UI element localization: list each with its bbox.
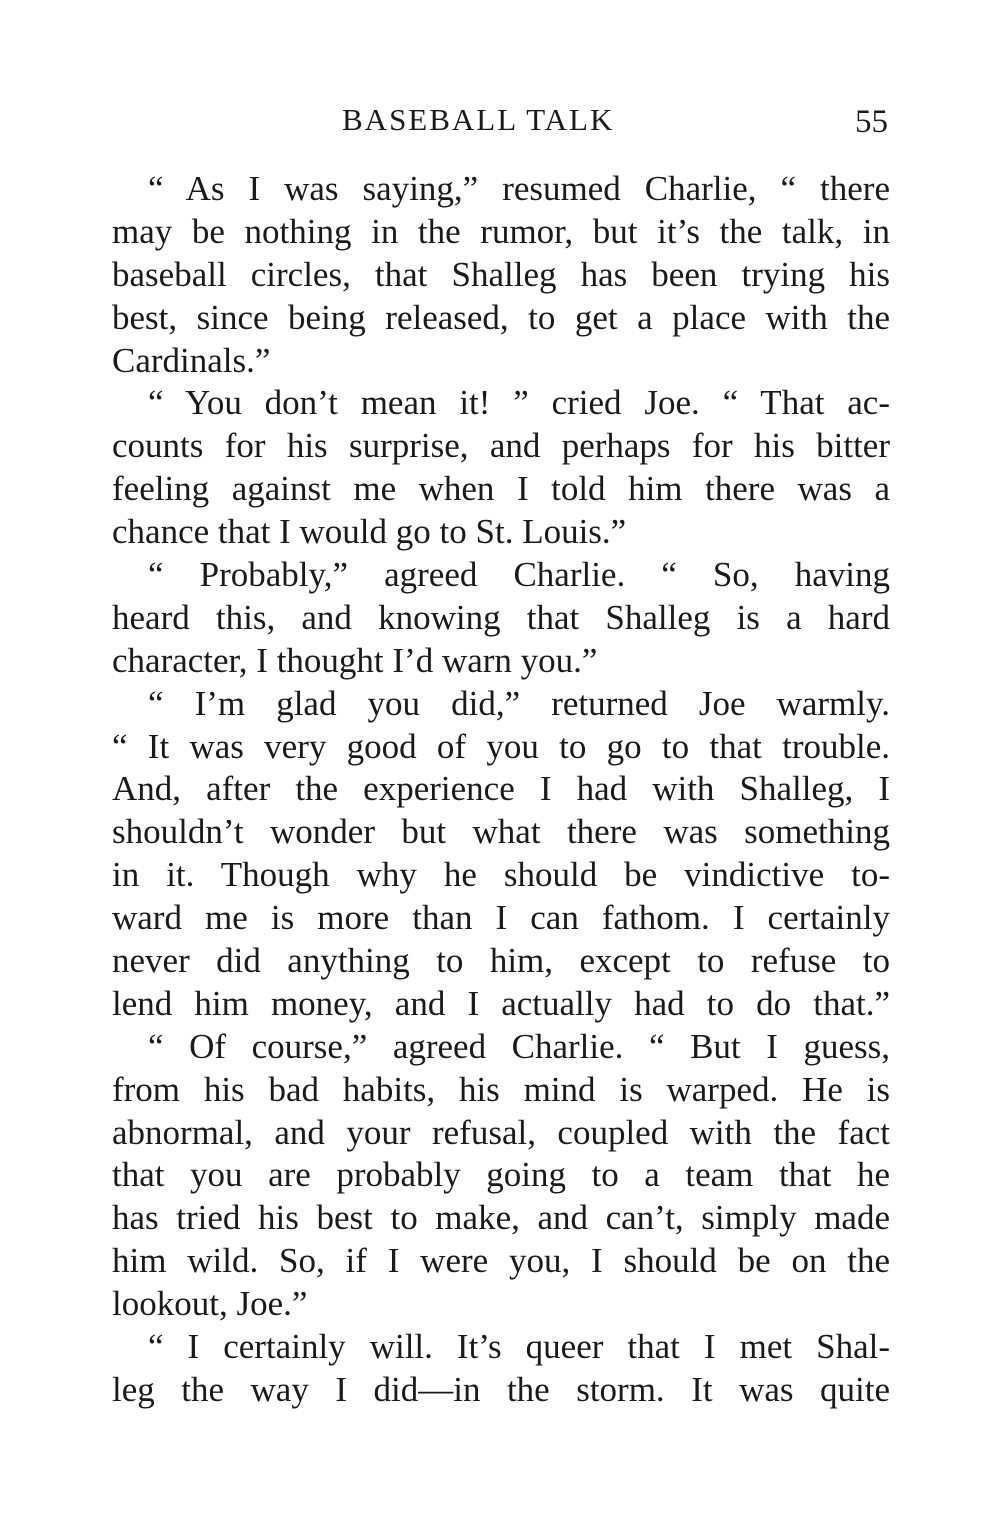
text-line: has tried his best to make, and can’t, simply made xyxy=(112,1198,890,1238)
text-line: Cardinals.” xyxy=(112,340,271,380)
text-line: ward me is more than I can fathom. I certainly xyxy=(112,898,890,938)
text-line: baseball circles, that Shalleg has been trying his xyxy=(112,254,890,294)
text-line: best, since being released, to get a place with the xyxy=(112,297,890,337)
text-line: may be nothing in the rumor, but it’s the talk, in xyxy=(112,211,890,251)
text-line: “ I certainly will. It’s queer that I met Shal- xyxy=(148,1327,890,1367)
text-line: him wild. So, if I were you, I should be on the xyxy=(112,1241,890,1281)
text-line: abnormal, and your refusal, coupled with the fact xyxy=(112,1112,890,1152)
text-line: “ I’m glad you did,” returned Joe warmly. xyxy=(148,683,890,723)
text-line: feeling against me when I told him there was a xyxy=(112,469,890,509)
text-line: “ Of course,” agreed Charlie. “ But I guess, xyxy=(148,1026,890,1066)
text-line: from his bad habits, his mind is warped. He is xyxy=(112,1069,890,1109)
text-line: “ As I was saying,” resumed Charlie, “ there xyxy=(148,169,890,208)
text-line: character, I thought I’d warn you.” xyxy=(112,640,598,680)
text-line: leg the way I did—in the storm. It was quite xyxy=(112,1369,890,1409)
text-line: heard this, and knowing that Shalleg is a hard xyxy=(112,597,890,637)
text-line: And, after the experience I had with Shalleg, I xyxy=(112,769,890,809)
text-line: “ You don’t mean it! ” cried Joe. “ That ac- xyxy=(148,383,890,423)
text-line: lookout, Joe.” xyxy=(112,1284,308,1324)
text-line: never did anything to him, except to refuse to xyxy=(112,941,890,981)
text-line: chance that I would go to St. Louis.” xyxy=(112,512,627,552)
page-number: 55 xyxy=(855,104,888,140)
text-line: counts for his surprise, and perhaps for his bitter xyxy=(112,426,890,466)
text-line: “ It was very good of you to go to that trouble. xyxy=(112,726,890,766)
body-text xyxy=(112,168,890,1412)
text-line: that you are probably going to a team that he xyxy=(112,1155,890,1195)
running-title: BASEBALL TALK xyxy=(342,102,615,137)
text-line: “ Probably,” agreed Charlie. “ So, having xyxy=(148,555,890,595)
text-line: shouldn’t wonder but what there was something xyxy=(112,812,890,852)
running-head xyxy=(112,96,890,146)
text-line: lend him money, and I actually had to do that.” xyxy=(112,983,890,1023)
text-line: in it. Though why he should be vindictive to- xyxy=(112,855,890,895)
